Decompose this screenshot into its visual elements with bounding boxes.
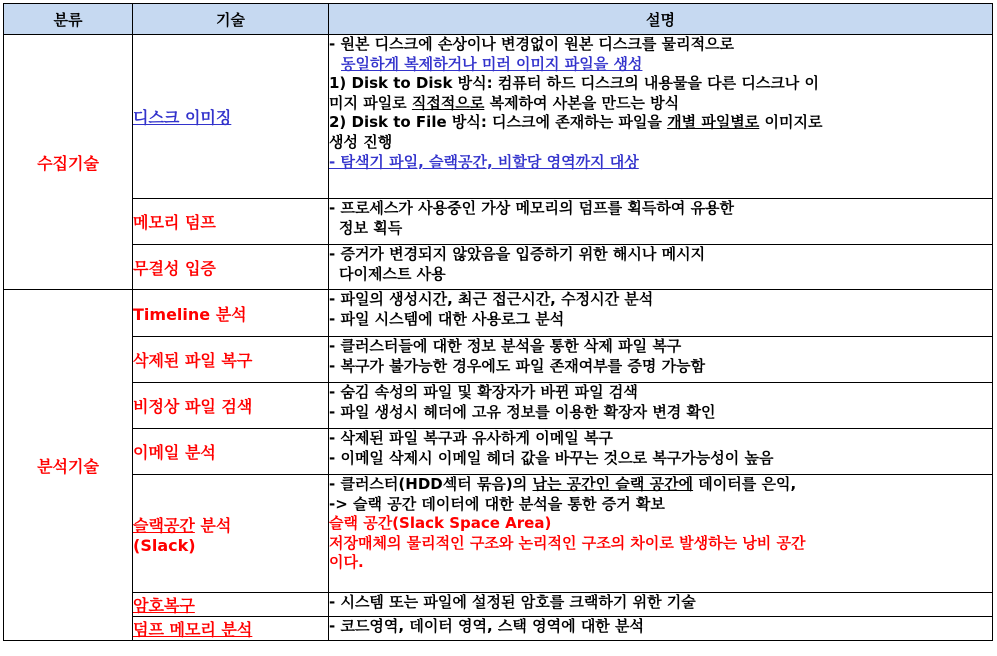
tech-disk-imaging <box>133 35 329 199</box>
desc-line: 다이제스트 사용 <box>339 264 446 283</box>
row-timeline <box>4 290 993 337</box>
tech-dump-memory <box>133 617 329 641</box>
desc-segment-underlined: 직접적으로 <box>411 93 485 112</box>
desc-line: 이다. <box>329 553 364 572</box>
desc-line: - 원본 디스크에 손상이나 변경없이 원본 디스크를 물리적으로 <box>329 35 735 53</box>
desc-line: 슬랙 공간(Slack Space Area) <box>329 514 552 533</box>
desc-line <box>329 55 992 75</box>
desc-segment: - 클러스터(HDD섹터 묶음)의 <box>329 475 533 493</box>
row-email-analysis <box>4 429 993 475</box>
desc-segment-underlined: 개별 파일별로 <box>667 113 760 132</box>
row-password-recovery <box>4 593 993 617</box>
tech-email-analysis: 이메일 분석 <box>133 429 329 475</box>
desc-segment: 복제하여 사본을 만드는 방식 <box>484 93 680 112</box>
desc-line: - 이메일 삭제시 이메일 헤더 값을 바꾸는 것으로 복구가능성이 높음 <box>329 448 774 467</box>
desc-line: -> 슬랙 공간 데이터에 대한 분석을 통한 증거 확보 <box>329 494 665 513</box>
desc-line-text: 동일하게 복제하거나 미러 이미지 파일을 생성 <box>341 54 643 73</box>
desc-line: - 클러스터들에 대한 정보 분석을 통한 삭제 파일 복구 <box>329 337 682 355</box>
header-category: 분류 <box>4 4 133 35</box>
desc-segment: 미지 파일로 <box>329 93 412 112</box>
desc-line: - 파일의 생성시간, 최근 접근시간, 수정시간 분석 <box>329 290 654 308</box>
header-technique: 기술 <box>133 4 329 35</box>
desc-line <box>329 113 992 133</box>
tech-password-recovery <box>133 593 329 617</box>
desc-line-text: - 탐색기 파일, 슬랙공간, 비할당 영역까지 대상 <box>329 152 639 171</box>
tech-deleted-recovery: 삭제된 파일 복구 <box>133 337 329 383</box>
tech-disk-imaging-label: 디스크 이미징 <box>133 108 232 127</box>
desc-integrity <box>329 245 993 290</box>
desc-line: - 파일 시스템에 대한 사용로그 분석 <box>329 309 565 328</box>
desc-line <box>329 475 992 495</box>
header-row <box>4 4 993 35</box>
tech-timeline: Timeline 분석 <box>133 290 329 337</box>
desc-line: 1) Disk to Disk 방식: 컴퓨터 하드 디스크의 내용물을 다른 디스크나 이 <box>329 74 819 93</box>
desc-line: - 증거가 변경되지 않았음을 입증하기 위한 해시나 메시지 <box>329 245 706 263</box>
desc-segment: 데이터를 은익, <box>693 475 797 493</box>
desc-slack-analysis <box>329 475 993 593</box>
row-abnormal-search <box>4 383 993 429</box>
tech-integrity: 무결성 입증 <box>133 245 329 290</box>
row-deleted-recovery <box>4 337 993 383</box>
desc-email-analysis <box>329 429 993 475</box>
tech-slack-sub: (Slack) <box>133 535 196 555</box>
desc-line <box>329 153 992 173</box>
tech-abnormal-search: 비정상 파일 검색 <box>133 383 329 429</box>
tech-slack-analysis <box>133 475 329 593</box>
desc-line: 생성 진행 <box>329 132 393 151</box>
forensics-table <box>3 3 993 641</box>
desc-line: - 코드영역, 데이터 영역, 스택 영역에 대한 분석 <box>329 617 644 635</box>
category-analysis: 분석기술 <box>4 290 133 641</box>
desc-dump-memory <box>329 617 993 641</box>
desc-line: 정보 획득 <box>339 218 403 237</box>
tech-memory-dump: 메모리 덤프 <box>133 199 329 245</box>
desc-line: - 숨김 속성의 파일 및 확장자가 바뀐 파일 검색 <box>329 383 638 401</box>
row-integrity <box>4 245 993 290</box>
tech-dump-memory-label: 덤프 메모리 분석 <box>133 620 253 639</box>
desc-line: 저장매체의 물리적인 구조와 논리적인 구조의 차이로 발생하는 낭비 공간 <box>329 533 806 552</box>
desc-abnormal-search <box>329 383 993 429</box>
desc-disk-imaging <box>329 35 993 199</box>
desc-line: - 시스템 또는 파일에 설정된 암호를 크랙하기 위한 기술 <box>329 593 696 611</box>
desc-password-recovery <box>329 593 993 617</box>
desc-segment: 2) Disk to File 방식: 디스크에 존재하는 파일을 <box>329 113 668 132</box>
row-disk-imaging <box>4 35 993 199</box>
category-collection: 수집기술 <box>4 35 133 290</box>
desc-line: - 삭제된 파일 복구과 유사하게 이메일 복구 <box>329 429 613 447</box>
desc-timeline <box>329 290 993 337</box>
desc-line <box>329 94 992 114</box>
desc-segment: 이미지로 <box>759 113 823 132</box>
tech-slack-label-underlined: 슬랙공간 <box>133 515 195 535</box>
desc-line: - 복구가 불가능한 경우에도 파일 존재여부를 증명 가능함 <box>329 356 706 375</box>
row-dump-memory <box>4 617 993 641</box>
desc-deleted-recovery <box>329 337 993 383</box>
desc-memory-dump <box>329 199 993 245</box>
row-slack-analysis <box>4 475 993 593</box>
tech-password-label: 암호복구 <box>133 596 195 615</box>
desc-line: - 파일 생성시 헤더에 고유 정보를 이용한 확장자 변경 확인 <box>329 402 716 421</box>
header-description: 설명 <box>329 4 993 35</box>
desc-segment-underlined: 남는 공간인 슬랙 공간에 <box>532 475 694 493</box>
tech-slack-label: 분석 <box>194 515 232 535</box>
row-memory-dump <box>4 199 993 245</box>
desc-line: - 프로세스가 사용중인 가상 메모리의 덤프를 획득하여 유용한 <box>329 199 735 217</box>
